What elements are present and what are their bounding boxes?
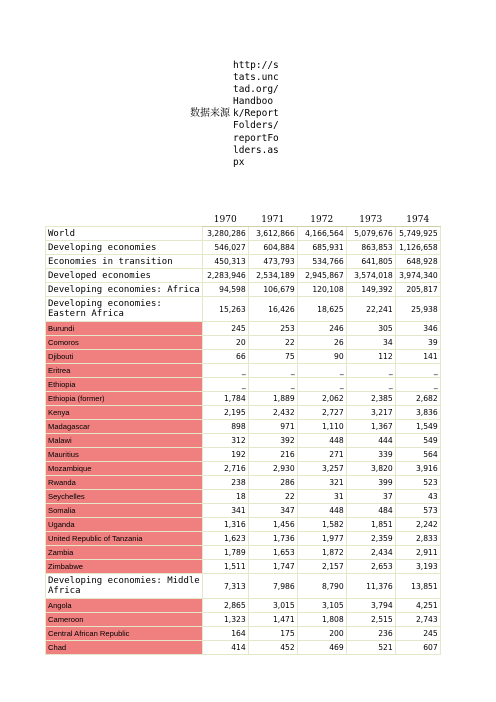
country-label: Uganda: [46, 518, 203, 532]
table-row: [46, 406, 441, 420]
value-cell: 20: [202, 336, 248, 350]
value-cell: 3,015: [248, 599, 297, 613]
value-cell: 2,157: [297, 560, 346, 574]
value-cell: 3,105: [297, 599, 346, 613]
value-cell: 469: [297, 641, 346, 655]
value-cell: _: [346, 378, 395, 392]
table-row: [46, 560, 441, 574]
value-cell: _: [297, 364, 346, 378]
value-cell: 604,884: [248, 241, 297, 255]
country-label: Ethiopia (former): [46, 392, 203, 406]
region-label: Developing economies: [46, 241, 203, 255]
value-cell: 16,426: [248, 297, 297, 322]
value-cell: 564: [395, 448, 440, 462]
value-cell: 2,515: [346, 613, 395, 627]
value-cell: 448: [297, 504, 346, 518]
value-cell: 3,820: [346, 462, 395, 476]
value-cell: 2,911: [395, 546, 440, 560]
value-cell: 75: [248, 350, 297, 364]
value-cell: 22: [248, 336, 297, 350]
country-label: Mauritius: [46, 448, 203, 462]
country-label: Djibouti: [46, 350, 203, 364]
country-label: Comoros: [46, 336, 203, 350]
table-row: [46, 434, 441, 448]
year-header: 1973: [346, 214, 395, 227]
value-cell: 2,195: [202, 406, 248, 420]
value-cell: _: [202, 378, 248, 392]
value-cell: 43: [395, 490, 440, 504]
value-cell: 1,110: [297, 420, 346, 434]
value-cell: 2,682: [395, 392, 440, 406]
value-cell: 546,027: [202, 241, 248, 255]
value-cell: 863,853: [346, 241, 395, 255]
value-cell: 1,808: [297, 613, 346, 627]
value-cell: 1,736: [248, 532, 297, 546]
year-header: 1970: [202, 214, 248, 227]
table-row: [46, 364, 441, 378]
year-header: 1971: [248, 214, 297, 227]
region-label: Developed economies: [46, 269, 203, 283]
value-cell: 1,789: [202, 546, 248, 560]
value-cell: 450,313: [202, 255, 248, 269]
value-cell: 1,623: [202, 532, 248, 546]
value-cell: 523: [395, 476, 440, 490]
value-cell: 238: [202, 476, 248, 490]
value-cell: 245: [202, 322, 248, 336]
value-cell: 1,456: [248, 518, 297, 532]
value-cell: 452: [248, 641, 297, 655]
value-cell: 1,582: [297, 518, 346, 532]
value-cell: 392: [248, 434, 297, 448]
data-table: [45, 214, 441, 655]
table-row: [46, 532, 441, 546]
value-cell: 685,931: [297, 241, 346, 255]
value-cell: 534,766: [297, 255, 346, 269]
value-cell: 8,790: [297, 574, 346, 599]
table-row: [46, 504, 441, 518]
country-label: Somalia: [46, 504, 203, 518]
value-cell: 200: [297, 627, 346, 641]
value-cell: 7,986: [248, 574, 297, 599]
value-cell: 286: [248, 476, 297, 490]
country-label: Burundi: [46, 322, 203, 336]
value-cell: 34: [346, 336, 395, 350]
value-cell: 1,471: [248, 613, 297, 627]
value-cell: 549: [395, 434, 440, 448]
value-cell: 3,836: [395, 406, 440, 420]
value-cell: 1,747: [248, 560, 297, 574]
table-row: [46, 297, 441, 322]
value-cell: 271: [297, 448, 346, 462]
value-cell: 473,793: [248, 255, 297, 269]
value-cell: 573: [395, 504, 440, 518]
value-cell: 2,716: [202, 462, 248, 476]
value-cell: 971: [248, 420, 297, 434]
year-header: 1972: [297, 214, 346, 227]
country-label: Malawi: [46, 434, 203, 448]
value-cell: 1,511: [202, 560, 248, 574]
value-cell: 18,625: [297, 297, 346, 322]
value-cell: 94,598: [202, 283, 248, 297]
value-cell: 312: [202, 434, 248, 448]
country-label: United Republic of Tanzania: [46, 532, 203, 546]
value-cell: _: [202, 364, 248, 378]
value-cell: 37: [346, 490, 395, 504]
country-label: Eritrea: [46, 364, 203, 378]
value-cell: 607: [395, 641, 440, 655]
header-blank-cell: [46, 214, 203, 227]
value-cell: 18: [202, 490, 248, 504]
value-cell: 2,062: [297, 392, 346, 406]
table-row: [46, 283, 441, 297]
value-cell: _: [248, 378, 297, 392]
value-cell: 149,392: [346, 283, 395, 297]
value-cell: 15,263: [202, 297, 248, 322]
value-cell: 347: [248, 504, 297, 518]
value-cell: 112: [346, 350, 395, 364]
value-cell: 192: [202, 448, 248, 462]
value-cell: 175: [248, 627, 297, 641]
value-cell: 1,889: [248, 392, 297, 406]
value-cell: 141: [395, 350, 440, 364]
country-label: Ethiopia: [46, 378, 203, 392]
value-cell: 3,193: [395, 560, 440, 574]
value-cell: 2,833: [395, 532, 440, 546]
value-cell: 1,323: [202, 613, 248, 627]
value-cell: 11,376: [346, 574, 395, 599]
value-cell: 253: [248, 322, 297, 336]
value-cell: 2,727: [297, 406, 346, 420]
region-label: Developing economies: Africa: [46, 283, 203, 297]
value-cell: 444: [346, 434, 395, 448]
value-cell: 2,743: [395, 613, 440, 627]
country-label: Chad: [46, 641, 203, 655]
value-cell: 346: [395, 322, 440, 336]
value-cell: 236: [346, 627, 395, 641]
table-row: [46, 641, 441, 655]
country-label: Madagascar: [46, 420, 203, 434]
year-header: 1974: [395, 214, 440, 227]
value-cell: 164: [202, 627, 248, 641]
value-cell: 26: [297, 336, 346, 350]
value-cell: 1,316: [202, 518, 248, 532]
value-cell: 4,251: [395, 599, 440, 613]
header-row: [46, 214, 441, 227]
value-cell: 25,938: [395, 297, 440, 322]
value-cell: 448: [297, 434, 346, 448]
value-cell: 246: [297, 322, 346, 336]
value-cell: 106,679: [248, 283, 297, 297]
value-cell: 3,974,340: [395, 269, 440, 283]
value-cell: 3,280,286: [202, 227, 248, 241]
value-cell: 2,242: [395, 518, 440, 532]
country-label: Kenya: [46, 406, 203, 420]
table-row: [46, 574, 441, 599]
value-cell: 2,534,189: [248, 269, 297, 283]
value-cell: _: [346, 364, 395, 378]
source-url[interactable]: http://stats.unctad.org/Handbook/ReportFolders/reportFolders.aspx: [233, 60, 279, 168]
value-cell: 341: [202, 504, 248, 518]
value-cell: 1,367: [346, 420, 395, 434]
value-cell: 1,977: [297, 532, 346, 546]
value-cell: 305: [346, 322, 395, 336]
table-row: [46, 613, 441, 627]
table-row: [46, 336, 441, 350]
value-cell: 2,945,867: [297, 269, 346, 283]
value-cell: 399: [346, 476, 395, 490]
value-cell: 3,574,018: [346, 269, 395, 283]
value-cell: 120,108: [297, 283, 346, 297]
region-label: Developing economies: Middle Africa: [46, 574, 203, 599]
table-row: [46, 241, 441, 255]
value-cell: 1,872: [297, 546, 346, 560]
value-cell: 641,805: [346, 255, 395, 269]
value-cell: 321: [297, 476, 346, 490]
table-row: [46, 476, 441, 490]
region-label: Developing economies: Eastern Africa: [46, 297, 203, 322]
value-cell: 3,217: [346, 406, 395, 420]
table-row: [46, 462, 441, 476]
value-cell: 22: [248, 490, 297, 504]
table-row: [46, 599, 441, 613]
table-row: [46, 350, 441, 364]
country-label: Mozambique: [46, 462, 203, 476]
country-label: Zimbabwe: [46, 560, 203, 574]
value-cell: 1,784: [202, 392, 248, 406]
region-label: World: [46, 227, 203, 241]
value-cell: 2,930: [248, 462, 297, 476]
value-cell: 5,079,676: [346, 227, 395, 241]
value-cell: 7,313: [202, 574, 248, 599]
country-label: Angola: [46, 599, 203, 613]
region-label: Economies in transition: [46, 255, 203, 269]
value-cell: _: [395, 364, 440, 378]
value-cell: 898: [202, 420, 248, 434]
value-cell: 216: [248, 448, 297, 462]
value-cell: 2,359: [346, 532, 395, 546]
value-cell: 205,817: [395, 283, 440, 297]
value-cell: 3,916: [395, 462, 440, 476]
value-cell: 2,385: [346, 392, 395, 406]
value-cell: 1,549: [395, 420, 440, 434]
value-cell: 3,612,866: [248, 227, 297, 241]
value-cell: 5,749,925: [395, 227, 440, 241]
value-cell: 13,851: [395, 574, 440, 599]
value-cell: 521: [346, 641, 395, 655]
country-label: Cameroon: [46, 613, 203, 627]
value-cell: 2,434: [346, 546, 395, 560]
country-label: Zambia: [46, 546, 203, 560]
value-cell: 4,166,564: [297, 227, 346, 241]
table-row: [46, 255, 441, 269]
value-cell: 22,241: [346, 297, 395, 322]
source-label: 数据来源: [190, 108, 230, 119]
value-cell: 484: [346, 504, 395, 518]
value-cell: 31: [297, 490, 346, 504]
value-cell: _: [395, 378, 440, 392]
table-row: [46, 627, 441, 641]
table-row: [46, 448, 441, 462]
table-row: [46, 392, 441, 406]
table-row: [46, 227, 441, 241]
country-label: Seychelles: [46, 490, 203, 504]
value-cell: 339: [346, 448, 395, 462]
value-cell: 39: [395, 336, 440, 350]
value-cell: 90: [297, 350, 346, 364]
table-row: [46, 420, 441, 434]
value-cell: _: [248, 364, 297, 378]
table-row: [46, 518, 441, 532]
country-label: Central African Republic: [46, 627, 203, 641]
table-row: [46, 378, 441, 392]
value-cell: 2,432: [248, 406, 297, 420]
value-cell: 3,794: [346, 599, 395, 613]
value-cell: 245: [395, 627, 440, 641]
value-cell: 648,928: [395, 255, 440, 269]
value-cell: 2,283,946: [202, 269, 248, 283]
value-cell: 1,851: [346, 518, 395, 532]
value-cell: 2,653: [346, 560, 395, 574]
value-cell: _: [297, 378, 346, 392]
country-label: Rwanda: [46, 476, 203, 490]
value-cell: 414: [202, 641, 248, 655]
value-cell: 1,653: [248, 546, 297, 560]
value-cell: 2,865: [202, 599, 248, 613]
table-row: [46, 269, 441, 283]
table-row: [46, 322, 441, 336]
table-row: [46, 546, 441, 560]
value-cell: 3,257: [297, 462, 346, 476]
value-cell: 1,126,658: [395, 241, 440, 255]
table-row: [46, 490, 441, 504]
value-cell: 66: [202, 350, 248, 364]
